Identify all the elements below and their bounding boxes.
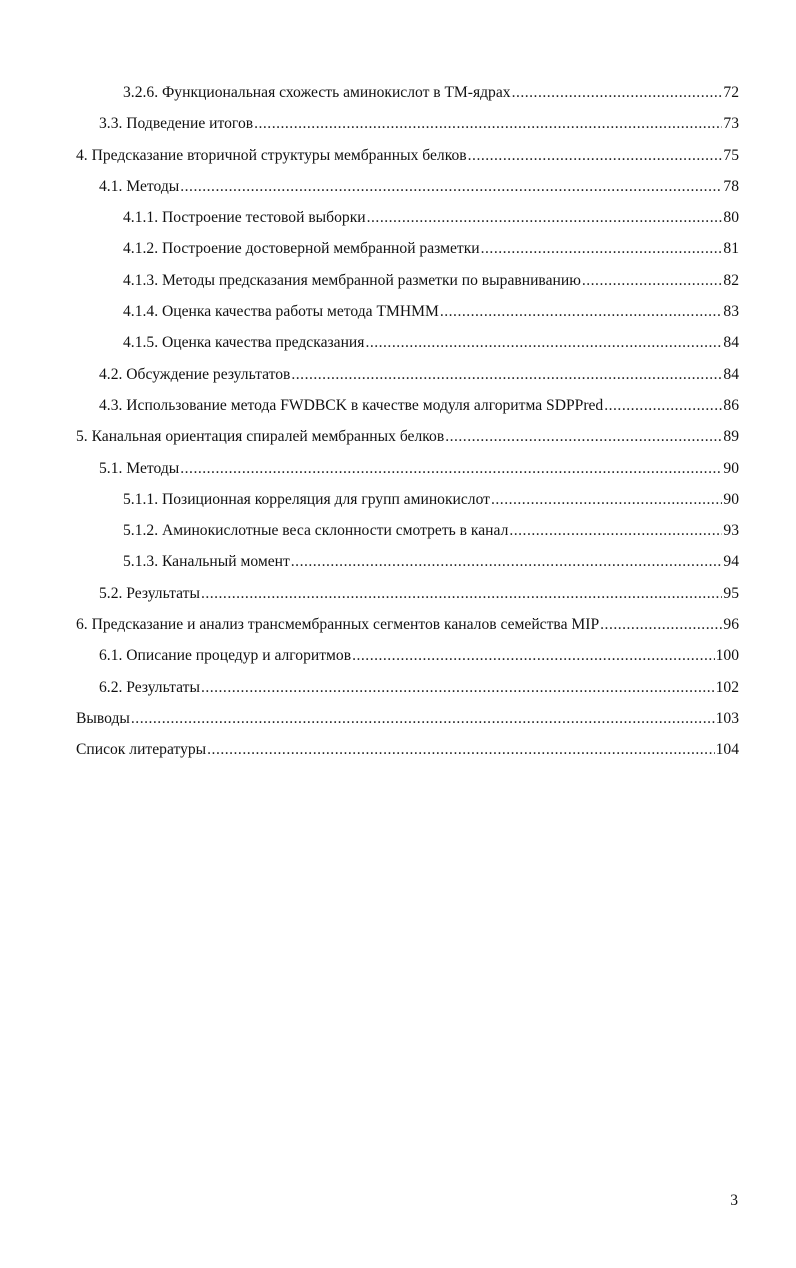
toc-entry[interactable]	[76, 484, 739, 515]
toc-entry-page: 84	[723, 365, 739, 383]
toc-dot-leader	[352, 640, 715, 671]
toc-entry[interactable]	[76, 515, 739, 546]
toc-entry-page: 104	[715, 741, 739, 759]
toc-dot-leader	[600, 609, 722, 640]
toc-entry-title: 4.1.5. Оценка качества предсказания	[123, 334, 365, 352]
toc-entry[interactable]	[76, 265, 739, 296]
toc-dot-leader	[201, 578, 722, 609]
toc-entry-page: 89	[723, 428, 739, 446]
toc-dot-leader	[291, 359, 722, 390]
toc-entry-title: 5.1.2. Аминокислотные веса склонности смотреть в канал	[123, 522, 509, 540]
toc-entry[interactable]	[76, 421, 739, 452]
toc-dot-leader	[254, 108, 722, 139]
toc-entry[interactable]	[76, 171, 739, 202]
toc-dot-leader	[180, 453, 722, 484]
toc-dot-leader	[365, 327, 722, 358]
toc-entry[interactable]	[76, 609, 739, 640]
toc-entry-title: 5.2. Результаты	[99, 584, 200, 602]
toc-entry-page: 73	[723, 115, 739, 133]
toc-entry[interactable]	[76, 140, 739, 171]
toc-entry[interactable]	[76, 77, 739, 108]
toc-dot-leader	[291, 546, 723, 577]
toc-entry-title: Выводы	[76, 709, 130, 727]
toc-entry-page: 86	[723, 396, 739, 414]
toc-entry-title: 5.1.3. Канальный момент	[123, 553, 290, 571]
toc-entry[interactable]	[76, 359, 739, 390]
toc-dot-leader	[180, 171, 722, 202]
toc-entry[interactable]	[76, 108, 739, 139]
toc-entry-page: 84	[723, 334, 739, 352]
toc-entry-page: 72	[723, 84, 739, 101]
toc-entry-page: 82	[723, 271, 739, 289]
toc-entry-page: 102	[715, 678, 739, 696]
toc-dot-leader	[582, 265, 723, 296]
toc-entry-page: 83	[723, 303, 739, 321]
toc-entry-page: 78	[723, 177, 739, 195]
toc-entry[interactable]	[76, 233, 739, 264]
toc-entry-title: 3.2.6. Функциональная схожесть аминокислот в ТМ-ядрах	[123, 84, 511, 101]
toc-dot-leader	[509, 515, 722, 546]
toc-entry-title: 4.1. Методы	[99, 177, 180, 195]
toc-entry-page: 94	[723, 553, 739, 571]
page-number: 3	[730, 1192, 738, 1209]
toc-entry-page: 93	[723, 522, 739, 540]
toc-dot-leader	[468, 140, 723, 171]
toc-entry-title: 5.1.1. Позиционная корреляция для групп аминокислот	[123, 490, 490, 508]
toc-dot-leader	[604, 390, 722, 421]
toc-dot-leader	[207, 734, 714, 765]
toc-entry[interactable]	[76, 546, 739, 577]
toc-entry[interactable]	[76, 390, 739, 421]
toc-entry-title: 4.1.3. Методы предсказания мембранной разметки по выравниванию	[123, 271, 581, 289]
toc-entry-title: 4. Предсказание вторичной структуры мембранных белков	[76, 146, 467, 164]
toc-entry-page: 103	[715, 709, 739, 727]
toc-entry[interactable]	[76, 703, 739, 734]
toc-entry[interactable]	[76, 734, 739, 765]
toc-entry-title: 4.1.4. Оценка качества работы метода TMHMM	[123, 303, 439, 321]
toc-entry[interactable]	[76, 640, 739, 671]
toc-entry-page: 95	[723, 584, 739, 602]
toc-entry-page: 75	[723, 146, 739, 164]
toc-entry-title: 3.3. Подведение итогов	[99, 115, 254, 133]
toc-entry-title: 4.1.1. Построение тестовой выборки	[123, 209, 366, 227]
toc-entry-title: 6. Предсказание и анализ трансмембранных сегментов каналов семейства MIP	[76, 616, 600, 634]
toc-entry[interactable]	[76, 453, 739, 484]
toc-dot-leader	[440, 296, 723, 327]
toc-dot-leader	[512, 77, 723, 108]
toc-entry-title: 6.2. Результаты	[99, 678, 200, 696]
toc-entry-page: 80	[723, 209, 739, 227]
toc-dot-leader	[491, 484, 722, 515]
toc-entry[interactable]	[76, 327, 739, 358]
toc-entry-page: 90	[723, 490, 739, 508]
toc-dot-leader	[481, 233, 723, 264]
toc-dot-leader	[367, 202, 723, 233]
table-of-contents	[76, 77, 739, 766]
toc-entry-page: 81	[723, 240, 739, 258]
toc-entry-title: 5.1. Методы	[99, 459, 180, 477]
toc-entry[interactable]	[76, 578, 739, 609]
toc-entry-title: 4.1.2. Построение достоверной мембранной разметки	[123, 240, 480, 258]
toc-entry-title: 4.3. Использование метода FWDBCK в качестве модуля алгоритма SDPPred	[99, 396, 604, 414]
toc-entry-title: 4.2. Обсуждение результатов	[99, 365, 291, 383]
toc-entry-page: 100	[715, 647, 739, 665]
toc-entry-title: 6.1. Описание процедур и алгоритмов	[99, 647, 352, 665]
toc-entry-title: Список литературы	[76, 741, 207, 759]
toc-entry-page: 96	[723, 616, 739, 634]
toc-entry-page: 90	[723, 459, 739, 477]
toc-entry[interactable]	[76, 672, 739, 703]
toc-dot-leader	[445, 421, 722, 452]
toc-entry-title: 5. Канальная ориентация спиралей мембранных белков	[76, 428, 445, 446]
toc-dot-leader	[201, 672, 715, 703]
toc-entry[interactable]	[76, 296, 739, 327]
toc-dot-leader	[131, 703, 715, 734]
toc-entry[interactable]	[76, 202, 739, 233]
